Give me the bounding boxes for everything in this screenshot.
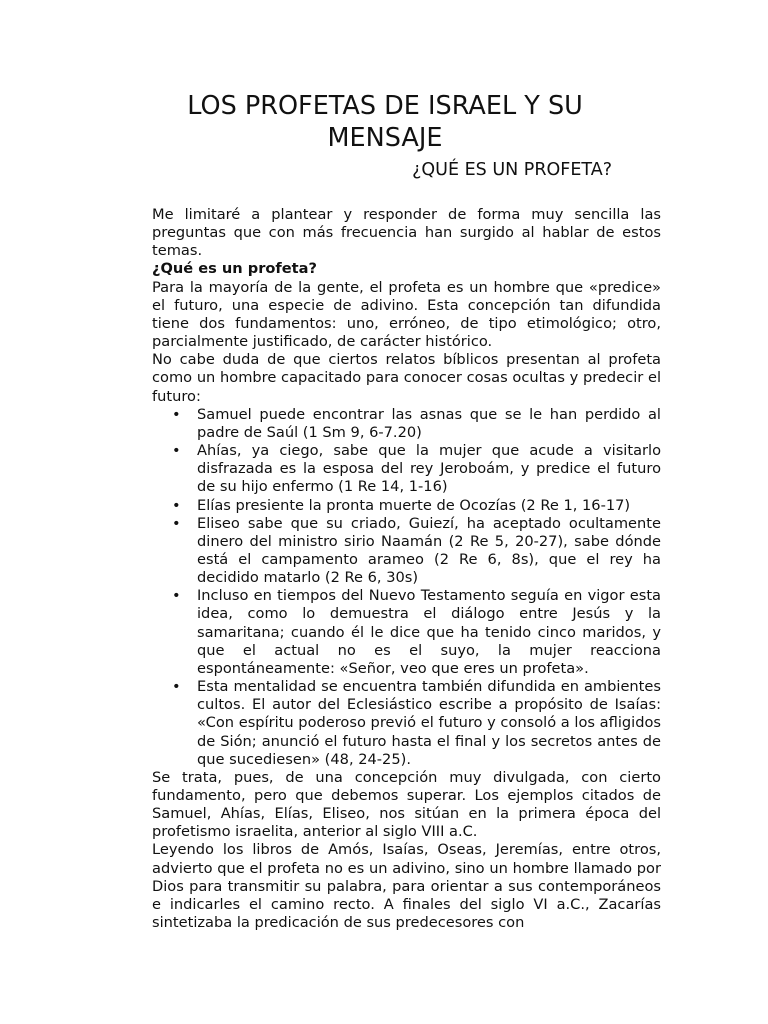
bullet-icon: •: [172, 678, 181, 696]
document-body: [152, 206, 661, 932]
list-item-text: Esta mentalidad se encuentra también difundida en ambientes cultos. El autor del Eclesiástico escribe a propósito de Isaías: «Con espíritu poderoso previó el futuro y consoló a los afligidos de Sión; anunció el futuro hasta el final y los secretos antes de que sucediesen» (48, 24-25).: [197, 678, 661, 768]
list-item: [152, 406, 661, 442]
examples-list: [152, 406, 661, 769]
paragraph-4: Leyendo los libros de Amós, Isaías, Oseas, Jeremías, entre otros, advierto que el profeta no es un adivino, sino un hombre llamado por Dios para transmitir su palabra, para orientar a sus contemporáneos e indicarles el camino recto. A finales del siglo VI a.C., Zacarías sintetizaba la predicación de sus predecesores con: [152, 841, 661, 932]
section-heading: ¿Qué es un profeta?: [152, 260, 317, 278]
list-item: [152, 497, 661, 515]
bullet-icon: •: [172, 587, 181, 605]
document-title: LOS PROFETAS DE ISRAEL Y SU MENSAJE: [187, 91, 583, 153]
list-item-text: Incluso en tiempos del Nuevo Testamento seguía en vigor esta idea, como lo demuestra el diálogo entre Jesús y la samaritana; cuando él le dice que ha tenido cinco maridos, y que el actual no es el suyo, la mujer reacciona espontáneamente: «Señor, veo que eres un profeta».: [197, 587, 661, 677]
list-item: [152, 678, 661, 769]
intro-paragraph: Me limitaré a plantear y responder de forma muy sencilla las preguntas que con más frecuencia han surgido al hablar de estos temas.: [152, 206, 661, 260]
paragraph-3: Se trata, pues, de una concepción muy divulgada, con cierto fundamento, pero que debemos superar. Los ejemplos citados de Samuel, Ahías, Elías, Eliseo, nos sitúan en la primera época del profetismo israelita, anterior al siglo VIII a.C.: [152, 768, 661, 841]
paragraph-2: No cabe duda de que ciertos relatos bíblicos presentan al profeta como un hombre capacitado para conocer cosas ocultas y predecir el futuro:: [152, 351, 661, 405]
list-item: [152, 442, 661, 496]
bullet-icon: •: [172, 496, 181, 514]
list-item-text: Ahías, ya ciego, sabe que la mujer que acude a visitarlo disfrazada es la esposa del rey Jeroboám, y predice el futuro de su hijo enfermo (1 Re 14, 1-16): [197, 442, 661, 496]
list-item: [152, 515, 661, 588]
bullet-icon: •: [172, 514, 181, 532]
bullet-icon: •: [172, 405, 181, 423]
paragraph-1: Para la mayoría de la gente, el profeta es un hombre que «predice» el futuro, una especie de adivino. Esta concepción tan difundida tiene dos fundamentos: uno, erróneo, de tipo etimológico; otro, parcialmente justificado, de carácter histórico.: [152, 278, 661, 351]
document-subtitle: ¿QUÉ ES UN PROFETA?: [412, 160, 612, 180]
list-item-text: Eliseo sabe que su criado, Guiezí, ha aceptado ocultamente dinero del ministro sirio Naamán (2 Re 5, 20-27), sabe dónde está el campamento arameo (2 Re 6, 8s), que el rey ha decidido matarlo (2 Re 6, 30s): [197, 514, 661, 587]
list-item: [152, 587, 661, 678]
list-item-text: Elías presiente la pronta muerte de Ocozías (2 Re 1, 16-17): [197, 496, 631, 514]
list-item-text: Samuel puede encontrar las asnas que se le han perdido al padre de Saúl (1 Sm 9, 6-7.20): [197, 405, 661, 441]
bullet-icon: •: [172, 442, 181, 460]
